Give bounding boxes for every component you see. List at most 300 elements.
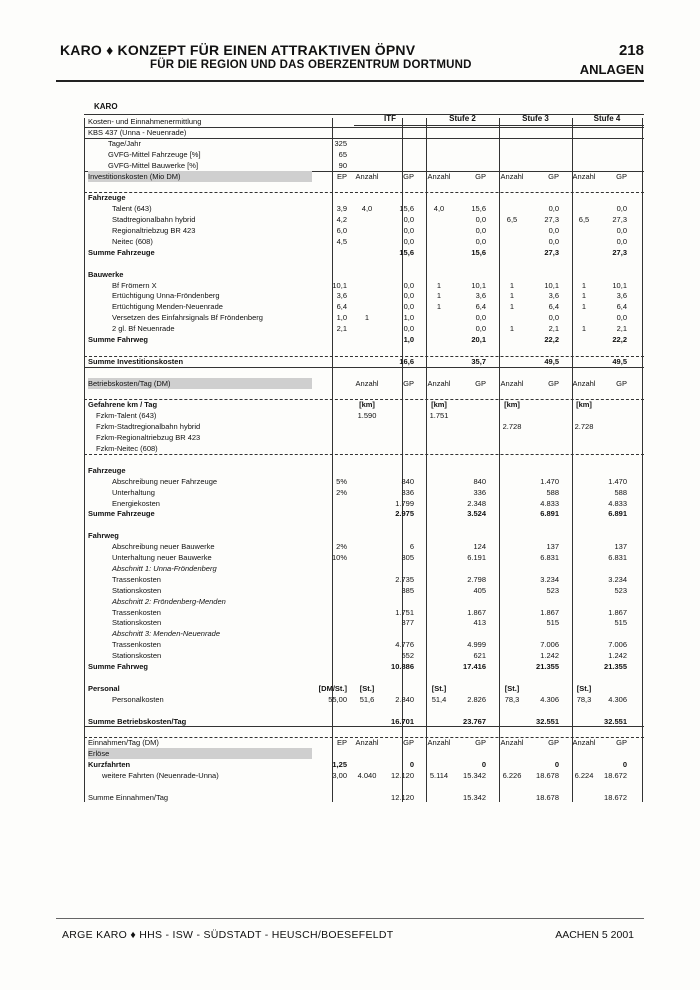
table-row: [84, 269, 644, 280]
quantity-cell: Anzahl: [572, 171, 596, 181]
row-label: Summe Fahrzeuge: [88, 509, 155, 519]
total-cell: 0,0: [403, 291, 414, 301]
total-cell: 21.355: [604, 662, 627, 671]
quantity-cell: Anzahl: [500, 738, 524, 748]
total-cell: 35,7: [471, 356, 486, 366]
quantity-cell: 4.040: [357, 771, 377, 780]
total-cell: 27,3: [544, 215, 559, 225]
quantity-cell: Anzahl: [500, 378, 524, 388]
total-cell: 16.701: [391, 716, 414, 726]
quantity-cell: 1: [509, 291, 515, 301]
table-row: [84, 683, 644, 694]
row-label: GVFG-Mittel Fahrzeuge [%]: [108, 149, 201, 159]
quantity-cell: [St.]: [576, 683, 592, 693]
quantity-cell: 1: [581, 280, 587, 290]
quantity-cell: 6.224: [574, 771, 594, 780]
total-cell: 523: [614, 585, 627, 595]
row-label: Fahrzeuge: [88, 465, 126, 475]
row-label: Fzkm-Talent (643): [96, 411, 157, 421]
row-label: Kosten- und Einnahmenermittlung: [88, 117, 202, 126]
table-row: [84, 116, 644, 127]
table-row: [84, 290, 644, 301]
row-label: Bauwerke: [88, 269, 124, 279]
unit-price-cell: 325: [334, 138, 347, 148]
row-label: Fzkm-Regionaltriebzug BR 423: [96, 433, 201, 443]
table-row: [84, 661, 644, 672]
total-cell: 21.355: [536, 662, 559, 671]
table-row: [84, 356, 644, 367]
quantity-cell: 1.590: [357, 411, 377, 421]
table-row: [84, 367, 644, 378]
row-label: Stationskosten: [112, 585, 162, 595]
row-label: Talent (643): [112, 204, 152, 214]
quantity-cell: 5.114: [429, 771, 449, 780]
table-row: [84, 737, 644, 748]
section-label: ANLAGEN: [579, 62, 644, 77]
quantity-cell: [km]: [431, 400, 447, 410]
total-cell: 49,5: [612, 356, 627, 366]
row-label: Erlöse: [88, 748, 312, 759]
total-cell: 0,0: [548, 226, 559, 235]
total-cell: 10,1: [544, 280, 559, 290]
total-cell: GP: [403, 738, 414, 748]
total-cell: 27,3: [544, 247, 559, 257]
total-cell: 1,0: [403, 313, 414, 323]
row-label: Trassenkosten: [112, 640, 161, 650]
row-label: Abschnitt 2: Fröndenberg-Menden: [112, 596, 226, 606]
row-label: Summe Fahrweg: [88, 662, 149, 671]
table-caption: KARO: [94, 102, 118, 111]
unit-price-cell: 65: [338, 149, 347, 159]
table-row: [84, 487, 644, 498]
table-row: [84, 617, 644, 628]
table-row: [84, 258, 644, 269]
total-cell: 49,5: [544, 356, 559, 366]
total-cell: 10.886: [391, 662, 414, 671]
unit-price-cell: 3,00: [332, 771, 347, 780]
total-cell: 137: [614, 542, 627, 552]
total-cell: 6,4: [475, 302, 486, 312]
row-label: Regionaltriebzug BR 423: [112, 226, 196, 235]
unit-price-cell: 2,1: [336, 324, 347, 334]
quantity-cell: 2.728: [574, 422, 594, 432]
table-row: [84, 399, 644, 410]
total-cell: 336: [473, 487, 486, 497]
unit-price-cell: EP: [336, 738, 347, 748]
total-cell: 12.120: [391, 792, 414, 802]
total-cell: 6.891: [540, 509, 559, 519]
total-cell: 15,6: [471, 204, 486, 214]
table-row: [84, 770, 644, 781]
table-row: [84, 541, 644, 552]
total-cell: GP: [403, 171, 414, 181]
row-label: Versetzen des Einfahrsignals Bf Fröndenberg: [112, 313, 263, 323]
total-cell: 15,6: [471, 247, 486, 257]
unit-price-cell: 6,0: [336, 226, 347, 235]
total-cell: 20,1: [471, 335, 486, 344]
unit-price-cell: 90: [338, 160, 347, 170]
total-cell: 4.306: [540, 694, 559, 704]
total-cell: GP: [616, 738, 627, 748]
total-cell: GP: [616, 378, 627, 388]
table-row: [84, 552, 644, 563]
total-cell: 336: [401, 487, 414, 497]
stage-header: Stufe 3: [522, 114, 549, 123]
total-cell: 6,4: [616, 302, 627, 312]
total-cell: 1,0: [403, 335, 414, 344]
total-cell: 6.831: [540, 553, 559, 562]
quantity-cell: 51,6: [359, 694, 375, 704]
row-label: Fahrweg: [88, 531, 119, 541]
total-cell: 23.767: [463, 716, 486, 726]
total-cell: 22,2: [544, 335, 559, 344]
total-cell: GP: [475, 171, 486, 181]
total-cell: 0,0: [403, 324, 414, 334]
row-label: Personalkosten: [112, 694, 164, 704]
row-label: KBS 437 (Unna - Neuenrade): [88, 127, 187, 137]
document-title: KARO ♦ KONZEPT FÜR EINEN ATTRAKTIVEN ÖPNV: [60, 42, 416, 58]
total-cell: 0: [554, 760, 559, 770]
table-row: [84, 792, 644, 803]
quantity-cell: [St.]: [431, 683, 447, 693]
row-label: Trassenkosten: [112, 607, 161, 617]
total-cell: 1.867: [467, 607, 486, 617]
quantity-cell: 1: [581, 324, 587, 334]
total-cell: GP: [548, 378, 559, 388]
total-cell: 0: [409, 760, 414, 770]
total-cell: 6,4: [548, 302, 559, 312]
table-row: [84, 432, 644, 443]
row-label: Summe Fahrzeuge: [88, 247, 155, 257]
quantity-cell: 1.751: [429, 411, 449, 421]
row-label: Unterhaltung neuer Bauwerke: [112, 553, 212, 562]
total-cell: 2.840: [395, 694, 414, 704]
total-cell: 6.191: [467, 553, 486, 562]
table-row: [84, 236, 644, 247]
total-cell: 840: [401, 476, 414, 486]
table-row: [84, 160, 644, 171]
quantity-cell: 6.226: [502, 771, 522, 780]
table-row: [84, 607, 644, 618]
total-cell: 0,0: [616, 226, 627, 235]
row-label: Abschnitt 1: Unna-Fröndenberg: [112, 563, 217, 573]
table-row: [84, 181, 644, 192]
quantity-cell: 1: [509, 324, 515, 334]
quantity-cell: 1: [581, 291, 587, 301]
total-cell: 4.833: [608, 498, 627, 508]
stage-header: ITF: [384, 114, 396, 123]
quantity-cell: 4,0: [433, 204, 445, 214]
total-cell: 1.867: [540, 607, 559, 617]
total-cell: 7.006: [608, 640, 627, 650]
unit-price-cell: 3,9: [336, 204, 347, 214]
total-cell: 3.524: [467, 509, 486, 519]
unit-price-cell: 3,6: [336, 291, 347, 301]
row-label: Neitec (608): [112, 236, 153, 246]
total-cell: 1.799: [395, 498, 414, 508]
row-label: Einnahmen/Tag (DM): [88, 738, 159, 748]
row-label: Fahrzeuge: [88, 193, 126, 203]
row-label: Summe Investitionskosten: [88, 356, 184, 366]
total-cell: 6.831: [608, 553, 627, 562]
table-row: [84, 759, 644, 770]
table-row: [84, 225, 644, 236]
quantity-cell: 4,0: [361, 204, 373, 214]
table-row: [84, 280, 644, 291]
total-cell: 15.342: [463, 771, 486, 780]
quantity-cell: 6,5: [578, 215, 590, 225]
quantity-cell: Anzahl: [572, 738, 596, 748]
total-cell: GP: [403, 378, 414, 388]
row-label: Investitionskosten (Mio DM): [88, 171, 312, 182]
row-label: Trassenkosten: [112, 574, 161, 584]
total-cell: 3.234: [540, 574, 559, 584]
row-label: Bf Frömern X: [112, 280, 157, 290]
table-row: [84, 672, 644, 683]
quantity-cell: 1: [436, 302, 442, 312]
total-cell: 0,0: [616, 313, 627, 323]
quantity-cell: [St.]: [359, 683, 375, 693]
row-label: Ertüchtigung Menden-Neuenrade: [112, 302, 223, 312]
total-cell: 0,0: [403, 280, 414, 290]
total-cell: 7.006: [540, 640, 559, 650]
table-row: [84, 378, 644, 389]
total-cell: GP: [475, 738, 486, 748]
row-label: Kurzfahrten: [88, 760, 131, 770]
total-cell: 15,6: [399, 247, 414, 257]
table-row: [84, 454, 644, 465]
table-row: [84, 247, 644, 258]
table-row: [84, 476, 644, 487]
total-cell: 4.776: [395, 640, 414, 650]
total-cell: 4.833: [540, 498, 559, 508]
total-cell: 6.891: [608, 509, 627, 519]
table-row: [84, 748, 644, 759]
total-cell: 3,6: [548, 291, 559, 301]
table-row: [84, 312, 644, 323]
table-row: [84, 171, 644, 182]
total-cell: 0,0: [403, 215, 414, 225]
header-rule: [56, 80, 644, 82]
table-row: [84, 585, 644, 596]
table-row: [84, 563, 644, 574]
total-cell: 124: [473, 542, 486, 552]
stage-header: Stufe 4: [593, 114, 621, 123]
total-cell: 621: [473, 651, 486, 661]
stage-header: Stufe 2: [449, 114, 476, 123]
quantity-cell: 1: [364, 313, 370, 323]
footer-place-date: AACHEN 5 2001: [555, 929, 634, 941]
quantity-cell: 78,3: [576, 694, 592, 704]
row-label: Summe Einnahmen/Tag: [88, 792, 169, 802]
total-cell: 137: [546, 542, 559, 552]
table-row: [84, 465, 644, 476]
total-cell: 0: [481, 760, 486, 770]
quantity-cell: 78,3: [504, 694, 520, 704]
row-label: GVFG-Mittel Bauwerke [%]: [108, 160, 199, 170]
total-cell: 18.678: [536, 792, 559, 802]
total-cell: 16,6: [399, 356, 414, 366]
row-label: Summe Betriebskosten/Tag: [88, 716, 187, 726]
total-cell: 2.735: [395, 574, 414, 584]
total-cell: 405: [473, 585, 486, 595]
table-row: [84, 530, 644, 541]
total-cell: 2.975: [395, 509, 414, 519]
total-cell: 0,0: [616, 236, 627, 246]
quantity-cell: Anzahl: [500, 171, 524, 181]
unit-price-cell: 6,4: [336, 302, 347, 312]
quantity-cell: [km]: [359, 400, 375, 410]
row-label: Energiekosten: [112, 498, 160, 508]
total-cell: 2,1: [616, 324, 627, 334]
footer-rule: [56, 918, 644, 919]
total-cell: 0,0: [548, 313, 559, 323]
table-row: [84, 726, 644, 737]
total-cell: 0,0: [475, 226, 486, 235]
total-cell: 27,3: [612, 215, 627, 225]
document-subtitle: FÜR DIE REGION UND DAS OBERZENTRUM DORTMUND: [150, 59, 472, 71]
table-row: [84, 345, 644, 356]
total-cell: 4.306: [608, 694, 627, 704]
total-cell: 0,0: [475, 236, 486, 246]
row-label: Unterhaltung: [112, 487, 155, 497]
total-cell: 27,3: [612, 247, 627, 257]
table-row: [84, 498, 644, 509]
total-cell: 1.470: [540, 476, 559, 486]
total-cell: 0,0: [403, 236, 414, 246]
table-row: [84, 410, 644, 421]
total-cell: 3,6: [475, 291, 486, 301]
total-cell: 552: [401, 651, 414, 661]
total-cell: 0,0: [548, 204, 559, 214]
table-row: [84, 127, 644, 138]
total-cell: 523: [546, 585, 559, 595]
row-label: Abschnitt 3: Menden-Neuenrade: [112, 629, 220, 639]
row-label: Abschreibung neuer Fahrzeuge: [112, 476, 218, 486]
row-label: Stationskosten: [112, 618, 162, 628]
table-row: [84, 192, 644, 203]
total-cell: 1.242: [608, 651, 627, 661]
total-cell: 10,1: [612, 280, 627, 290]
total-cell: 0,0: [616, 204, 627, 214]
table-border: [84, 114, 644, 115]
total-cell: GP: [548, 171, 559, 181]
table-row: [84, 214, 644, 225]
total-cell: 2,1: [548, 324, 559, 334]
unit-price-cell: 5%: [336, 476, 347, 486]
row-label: 2 gl. Bf Neuenrade: [112, 324, 175, 334]
quantity-cell: Anzahl: [427, 738, 451, 748]
quantity-cell: Anzahl: [355, 171, 379, 181]
table-row: [84, 705, 644, 716]
quantity-cell: 1: [509, 280, 515, 290]
total-cell: 1.242: [540, 651, 559, 661]
total-cell: GP: [548, 738, 559, 748]
row-label: Stadtregionalbahn hybrid: [112, 215, 196, 225]
table-row: [84, 596, 644, 607]
quantity-cell: 1: [436, 280, 442, 290]
total-cell: 0,0: [548, 236, 559, 246]
total-cell: 18.678: [536, 771, 559, 780]
table-row: [84, 639, 644, 650]
total-cell: 3,6: [616, 291, 627, 301]
unit-price-cell: [DM/St.]: [318, 683, 347, 693]
row-label: Fzkm-Neitec (608): [96, 444, 158, 453]
row-label: weitere Fahrten (Neuenrade-Unna): [102, 771, 219, 780]
total-cell: 17.416: [463, 662, 486, 671]
quantity-cell: Anzahl: [427, 171, 451, 181]
total-cell: 305: [401, 553, 414, 562]
quantity-cell: [St.]: [504, 683, 520, 693]
quantity-cell: Anzahl: [572, 378, 596, 388]
total-cell: 18.672: [604, 771, 627, 780]
table-row: [84, 716, 644, 727]
quantity-cell: 1: [509, 302, 515, 312]
row-label: Betriebskosten/Tag (DM): [88, 378, 312, 389]
total-cell: 15.342: [463, 792, 486, 802]
unit-price-cell: 55,00: [328, 694, 347, 704]
total-cell: 588: [546, 487, 559, 497]
total-cell: 0,0: [475, 324, 486, 334]
quantity-cell: [km]: [504, 400, 520, 410]
total-cell: 1.867: [608, 607, 627, 617]
table-row: [84, 138, 644, 149]
cost-revenue-table: [84, 102, 644, 802]
unit-price-cell: 10,1: [332, 280, 347, 290]
total-cell: 413: [473, 618, 486, 628]
row-label: Ertüchtigung Unna-Fröndenberg: [112, 291, 220, 301]
table-row: [84, 389, 644, 400]
table-row: [84, 781, 644, 792]
total-cell: 0,0: [475, 313, 486, 323]
total-cell: 1.751: [395, 607, 414, 617]
table-row: [84, 421, 644, 432]
total-cell: GP: [475, 378, 486, 388]
quantity-cell: Anzahl: [427, 378, 451, 388]
total-cell: 840: [473, 476, 486, 486]
table-row: [84, 203, 644, 214]
row-label: Gefahrene km / Tag: [88, 400, 158, 410]
unit-price-cell: 2%: [336, 542, 347, 552]
page-number: 218: [618, 42, 644, 59]
total-cell: 0: [622, 760, 627, 770]
total-cell: 377: [401, 618, 414, 628]
total-cell: 1.470: [608, 476, 627, 486]
unit-price-cell: 10%: [331, 553, 347, 562]
unit-price-cell: 4,2: [336, 215, 347, 225]
table-row: [84, 574, 644, 585]
row-label: Summe Fahrweg: [88, 335, 149, 344]
table-row: [84, 519, 644, 530]
table-row: [84, 508, 644, 519]
total-cell: 12.120: [391, 771, 414, 780]
total-cell: 32.551: [604, 716, 627, 726]
unit-price-cell: 4,5: [336, 236, 347, 246]
total-cell: 2.798: [467, 574, 486, 584]
total-cell: 2.826: [467, 694, 486, 704]
total-cell: 6: [409, 542, 414, 552]
unit-price-cell: 2%: [336, 487, 347, 497]
total-cell: 10,1: [471, 280, 486, 290]
total-cell: 2.348: [467, 498, 486, 508]
row-label: Fzkm-Stadtregionalbahn hybrid: [96, 422, 201, 432]
total-cell: 515: [614, 618, 627, 628]
total-cell: 15,6: [399, 204, 414, 214]
table-row: [84, 301, 644, 312]
table-row: [84, 334, 644, 345]
unit-price-cell: 1,0: [336, 313, 347, 323]
table-row: [84, 650, 644, 661]
